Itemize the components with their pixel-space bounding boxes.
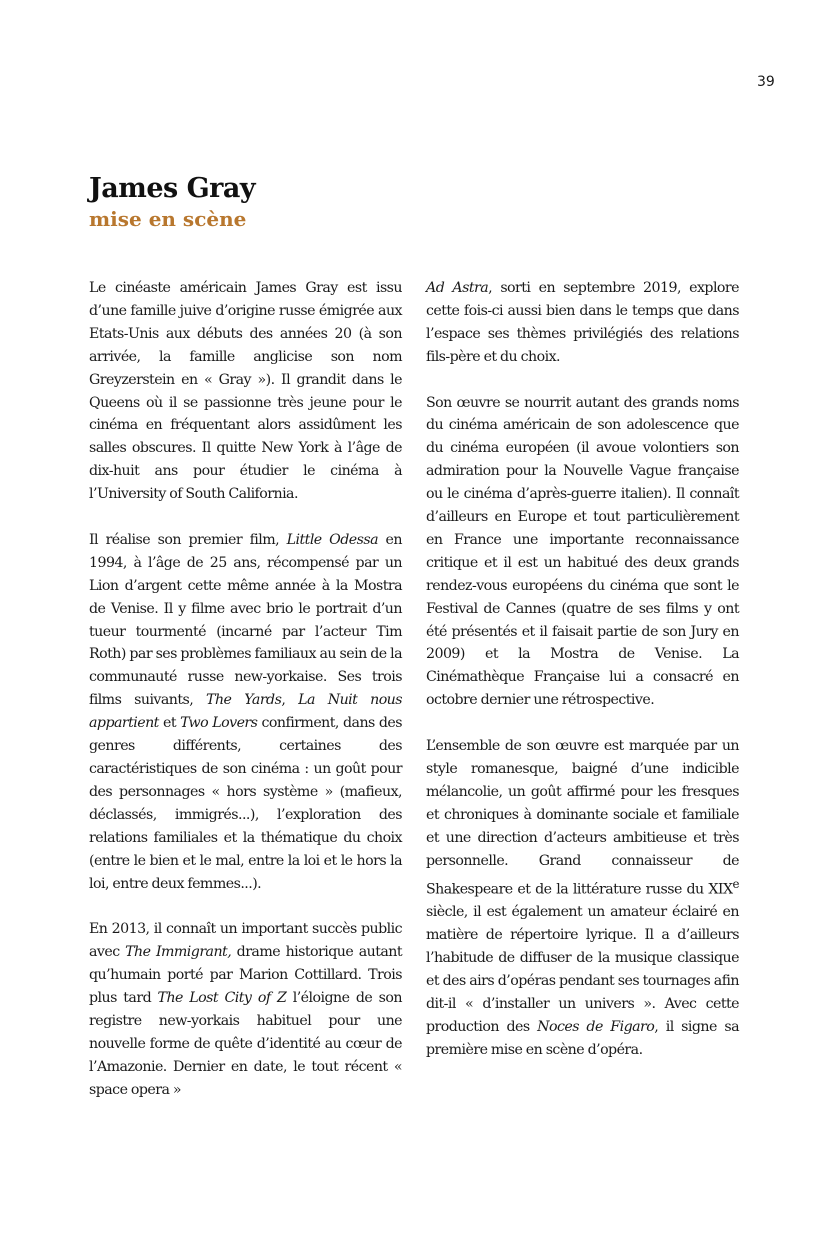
text-run: drame historique autant qu’humain porté par Marion Cottillard. Trois plus tard — [89, 944, 402, 1007]
text-run: confirment, dans des genres différents, certaines des caractéristiques de son cinéma : un goût pour des personnages « hors système » (mafieux, déclassés, immigrés...), l’exploration des relations familiales et la thématique du choix (entre le bien et le mal, entre la loi et le hors la loi, entre deux femmes...). — [89, 715, 403, 892]
page-subtitle: mise en scène — [89, 207, 247, 231]
paragraph-biography: Le cinéaste américain James Gray est issu d’une famille juive d’origine russe émigrée aux Etats-Unis aux débuts des années 20 (à son arrivée, la famille anglicise son nom Greyzerstein en « Gray »). Il grandit dans le Queens où il se passionne très jeune pour le cinéma en fréquentant alors assidûment les salles obscures. Il quitte New York à l’âge de dix-huit ans pour étudier le cinéma à l’University of South California. — [89, 280, 402, 503]
text-run: , il signe sa première mise en scène d’opéra. — [426, 1018, 739, 1058]
paragraph-recent-films — [89, 918, 402, 1101]
superscript: e — [732, 876, 739, 891]
text-run: , — [281, 692, 299, 709]
film-title: La Nuit nous appartient — [89, 692, 402, 732]
page-number: 39 — [757, 74, 775, 90]
film-title: Two Lovers — [180, 715, 258, 732]
paragraph-ad-astra — [426, 277, 739, 369]
work-title: Noces de Figaro — [537, 1018, 655, 1035]
film-title: The Yards — [206, 692, 282, 709]
text-run: L’ensemble de son œuvre est marquée par un style romanesque, baigné d’une indicible mélancolie, un goût affirmé pour les fresques et chroniques à dominante sociale et familiale et une direction d’acteurs ambitieuse et très personnelle. Grand connaisseur de Shakespeare et de la littérature russe du XIX — [426, 738, 739, 898]
text-run: en 1994, à l’âge de 25 ans, récompensé par un Lion d’argent cette même année à la Mostra de Venise. Il y filme avec brio le portrait d’un tueur tourmenté (incarné par l’acteur Tim Roth) par ses problèmes familiaux au sein de la communauté russe new-yorkaise. Ses trois films suivants, — [89, 531, 402, 709]
text-run: , sorti en septembre 2019, explore cette fois-ci aussi bien dans le temps que dans l’espace ses thèmes privilégiés des relations fils-père et du choix. — [426, 280, 739, 365]
film-title: The Immigrant, — [125, 944, 232, 961]
right-column — [426, 277, 739, 1084]
film-title: Little Odessa — [286, 531, 379, 548]
paragraph-early-films — [89, 529, 402, 896]
text-run: et — [158, 715, 181, 732]
heading-block — [89, 172, 255, 232]
text-run: l’éloigne de son registre new-yorkais habituel pour une nouvelle forme de quête d’identité au cœur de l’Amazonie. Dernier en date, le tout récent « space opera » — [89, 990, 402, 1098]
text-run: siècle, il est également un amateur éclairé en matière de répertoire lyrique. Il a d’ailleurs l’habitude de diffuser de la musique classique et des airs d’opéras pendant ses tournages afin dit-il « d’installer un univers ». Avec cette production des — [426, 904, 739, 1035]
paragraph-style — [426, 735, 739, 1061]
film-title: The Lost City of Z — [157, 990, 287, 1007]
page-title: James Gray — [89, 173, 256, 204]
text-run: Il réalise son premier film, — [89, 531, 287, 548]
film-title: Ad Astra — [426, 280, 489, 296]
left-column — [89, 277, 402, 1124]
text-run: En 2013, il connaît un important succès public avec — [89, 921, 402, 961]
paragraph-influences: Son œuvre se nourrit autant des grands noms du cinéma américain de son adolescence que du cinéma européen (il avoue volontiers son admiration pour la Nouvelle Vague française ou le cinéma d’après-guerre italien). Il connaît d’ailleurs en Europe et tout particulièrement en France une importante reconnaissance critique et il est un habitué des deux grands rendez-vous européens du cinéma que sont le Festival de Cannes (quatre de ses films y ont été présentés et il faisait partie de son Jury en 2009) et la Mostra de Venise. La Cinémathèque Française lui a consacré en octobre dernier une rétrospective. — [426, 394, 739, 709]
